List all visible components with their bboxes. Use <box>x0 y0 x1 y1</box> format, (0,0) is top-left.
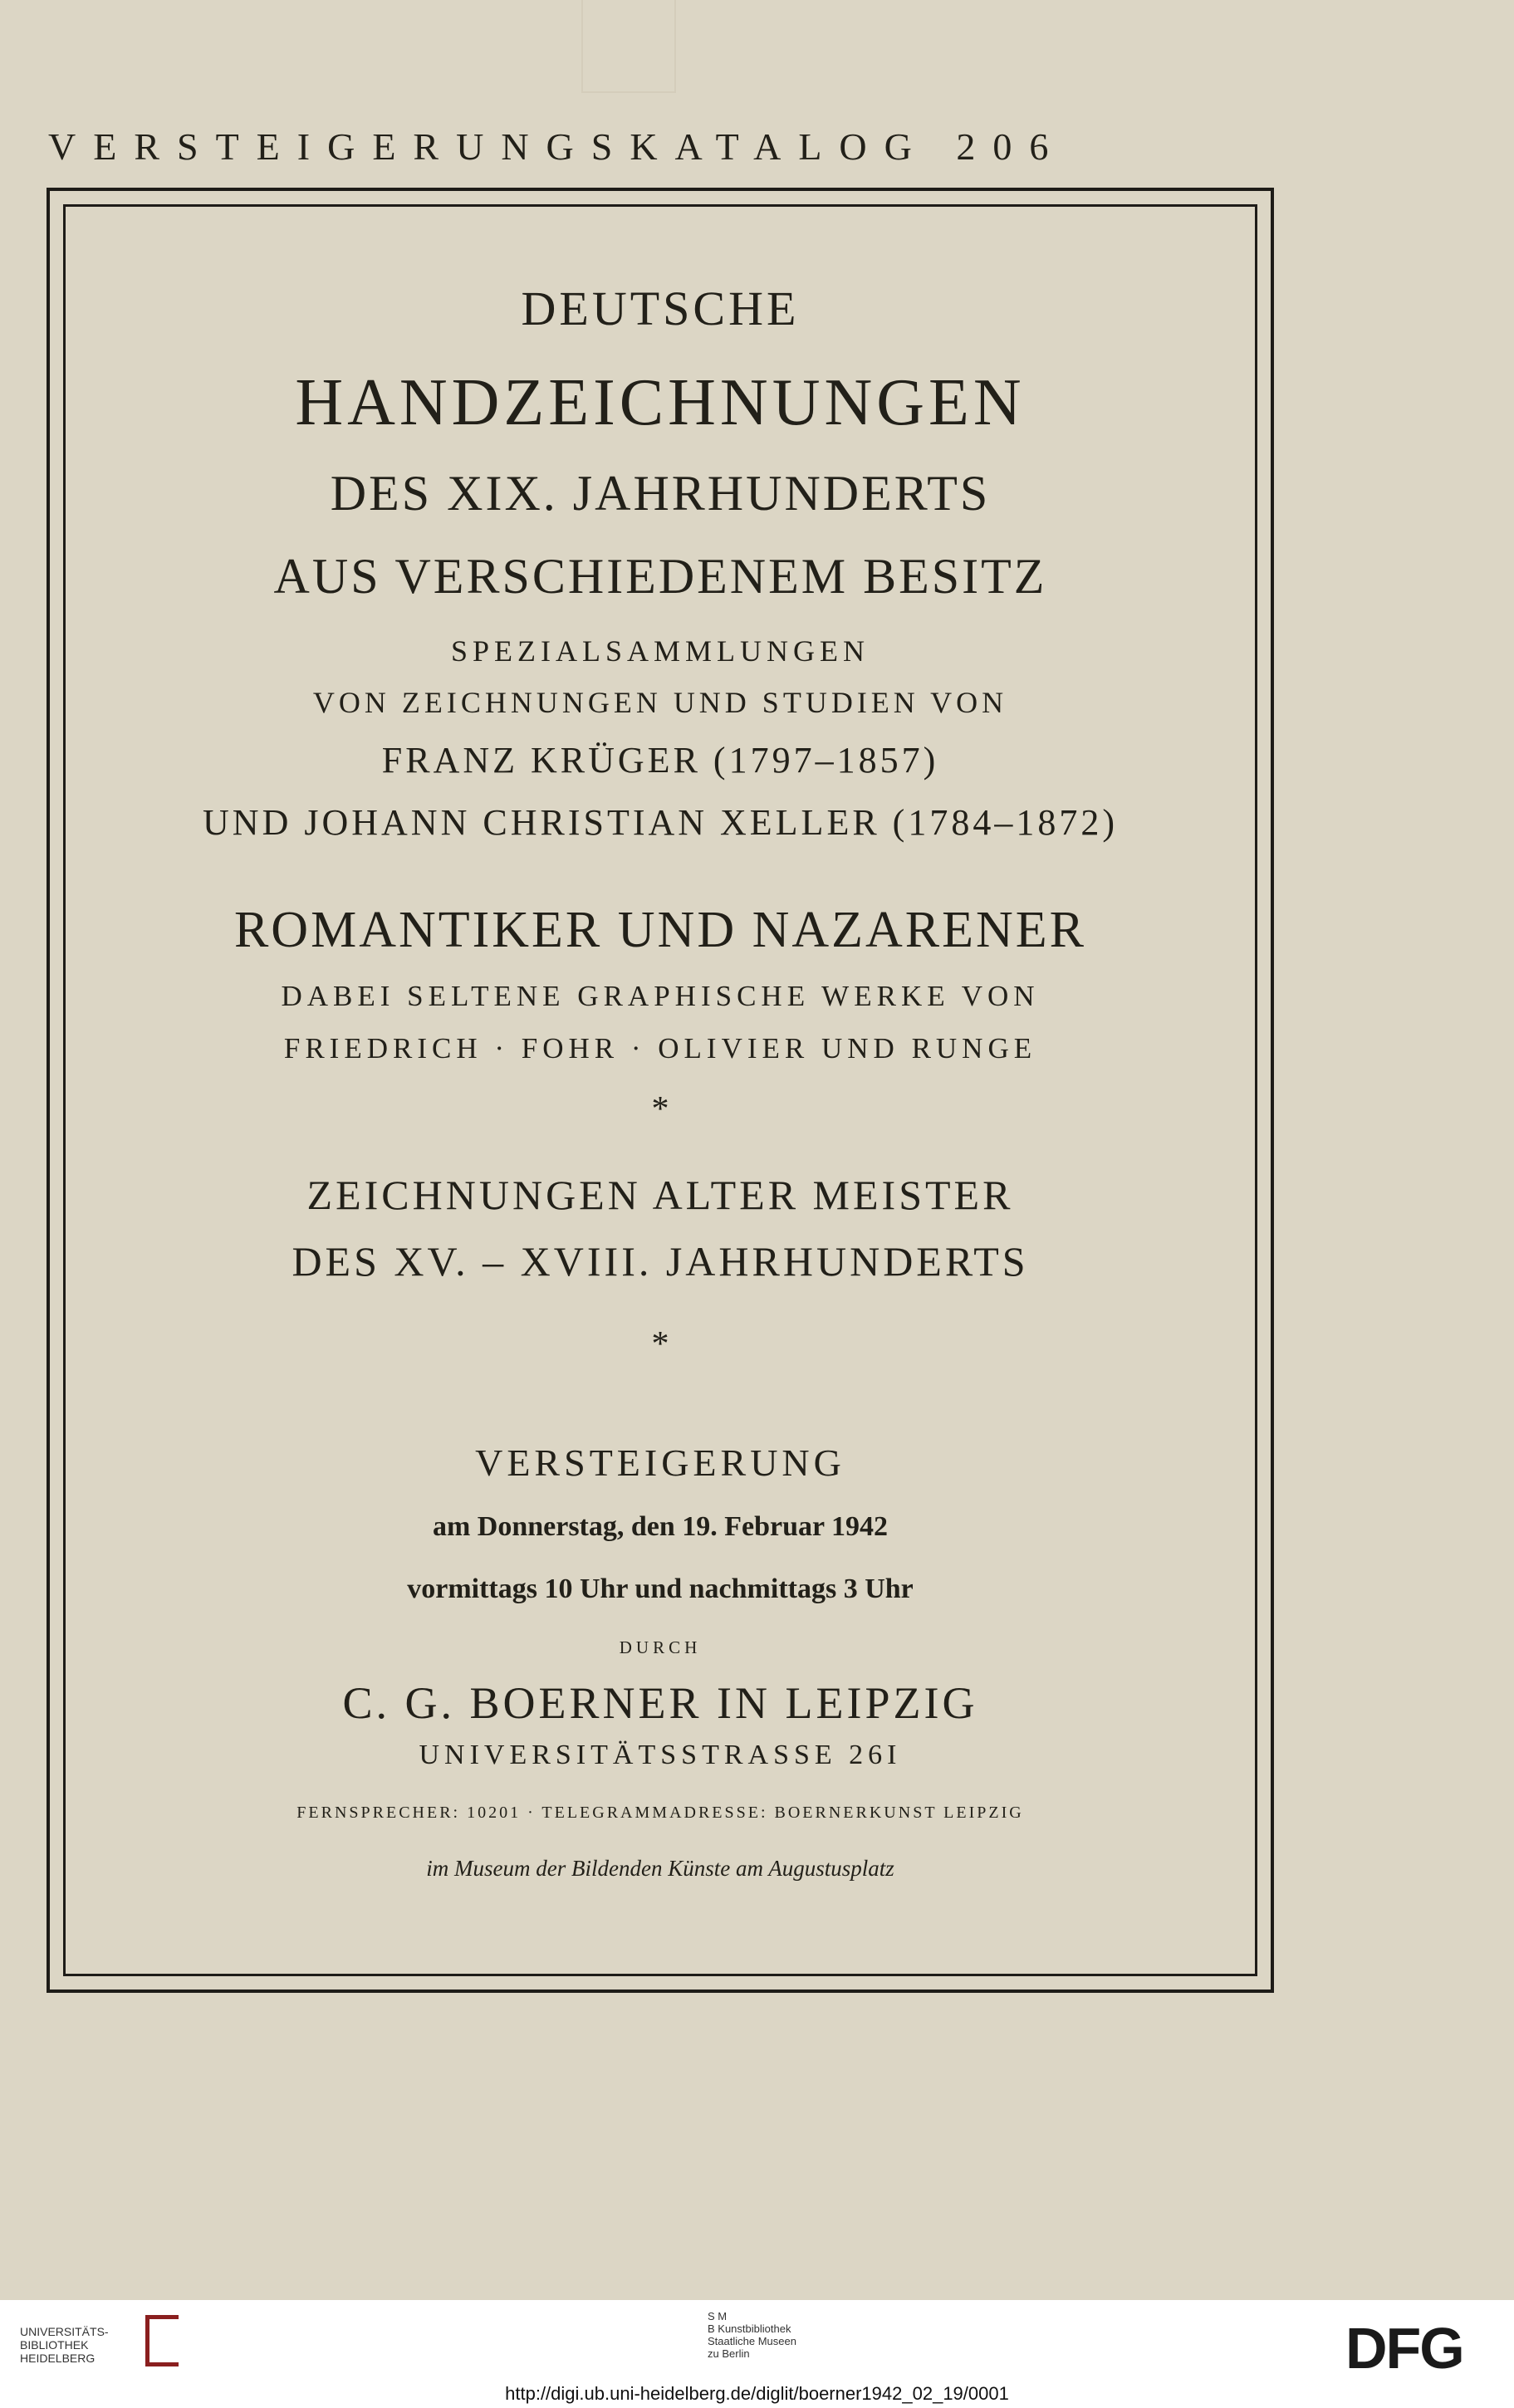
section-old-masters-line2: DES XV. – XVIII. JAHRHUNDERTS <box>292 1238 1029 1285</box>
heidelberg-logo-icon <box>145 2315 179 2366</box>
permalink-url[interactable]: http://digi.ub.uni-heidelberg.de/diglit/boerner1942_02_19/0001 <box>505 2383 1009 2404</box>
auction-by-label: DURCH <box>619 1637 702 1657</box>
section-old-masters-line1: ZEICHNUNGEN ALTER MEISTER <box>306 1172 1014 1218</box>
dfg-logo[interactable]: DFG <box>1345 2316 1463 2381</box>
auction-time: vormittags 10 Uhr und nachmittags 3 Uhr <box>407 1574 914 1604</box>
title-line-handzeichnungen: HANDZEICHNUNGEN <box>295 366 1026 439</box>
auction-heading: VERSTEIGERUNG <box>475 1441 845 1484</box>
auction-date: am Donnerstag, den 19. Februar 1942 <box>432 1511 889 1542</box>
title-line-provenance: AUS VERSCHIEDENEM BESITZ <box>273 549 1047 604</box>
section-romantiker-line1: DABEI SELTENE GRAPHISCHE WERKE VON <box>281 980 1040 1012</box>
artist-johann-christian-xeller: UND JOHANN CHRISTIAN XELLER (1784–1872) <box>203 802 1118 843</box>
smb-logo-line: B Kunstbibliothek <box>708 2322 791 2335</box>
section-romantiker-line2: FRIEDRICH · FOHR · OLIVIER UND RUNGE <box>283 1032 1037 1065</box>
auction-house-name: C. G. BOERNER IN LEIPZIG <box>342 1678 978 1728</box>
subtitle-drawings-studies: VON ZEICHNUNGEN UND STUDIEN VON <box>312 686 1008 719</box>
auction-house-address: UNIVERSITÄTSSTRASSE 26I <box>419 1740 902 1770</box>
uni-logo-line: UNIVERSITÄTS- <box>20 2325 109 2338</box>
viewer-footer <box>0 2300 1514 2408</box>
catalog-title: VERSTEIGERUNGSKATALOG 206 <box>48 125 1066 168</box>
uni-logo-line: HEIDELBERG <box>20 2352 96 2365</box>
auction-contact-line: FERNSPRECHER: 10201 · TELEGRAMMADRESSE: BOERNERKUNST LEIPZIG <box>296 1804 1024 1822</box>
smb-logo-line: Staatliche Museen <box>708 2335 796 2347</box>
uni-logo-line: BIBLIOTHEK <box>20 2338 89 2352</box>
asterisk-separator: * <box>651 1090 669 1128</box>
artist-franz-krueger: FRANZ KRÜGER (1797–1857) <box>381 740 939 781</box>
smb-logo-line: zu Berlin <box>708 2347 750 2360</box>
asterisk-separator: * <box>651 1325 669 1363</box>
smb-logo-line: S M <box>708 2310 728 2322</box>
auction-venue: im Museum der Bildenden Künste am Augustusplatz <box>426 1856 894 1881</box>
subtitle-special-collections: SPEZIALSAMMLUNGEN <box>450 634 870 668</box>
section-romantiker-heading: ROMANTIKER UND NAZARENER <box>233 902 1087 958</box>
smb-kunstbibliothek-logo[interactable] <box>708 2310 796 2360</box>
stamp-mark <box>581 0 676 93</box>
title-line-century: DES XIX. JAHRHUNDERTS <box>330 466 991 521</box>
title-line-deutsche: DEUTSCHE <box>521 281 800 335</box>
